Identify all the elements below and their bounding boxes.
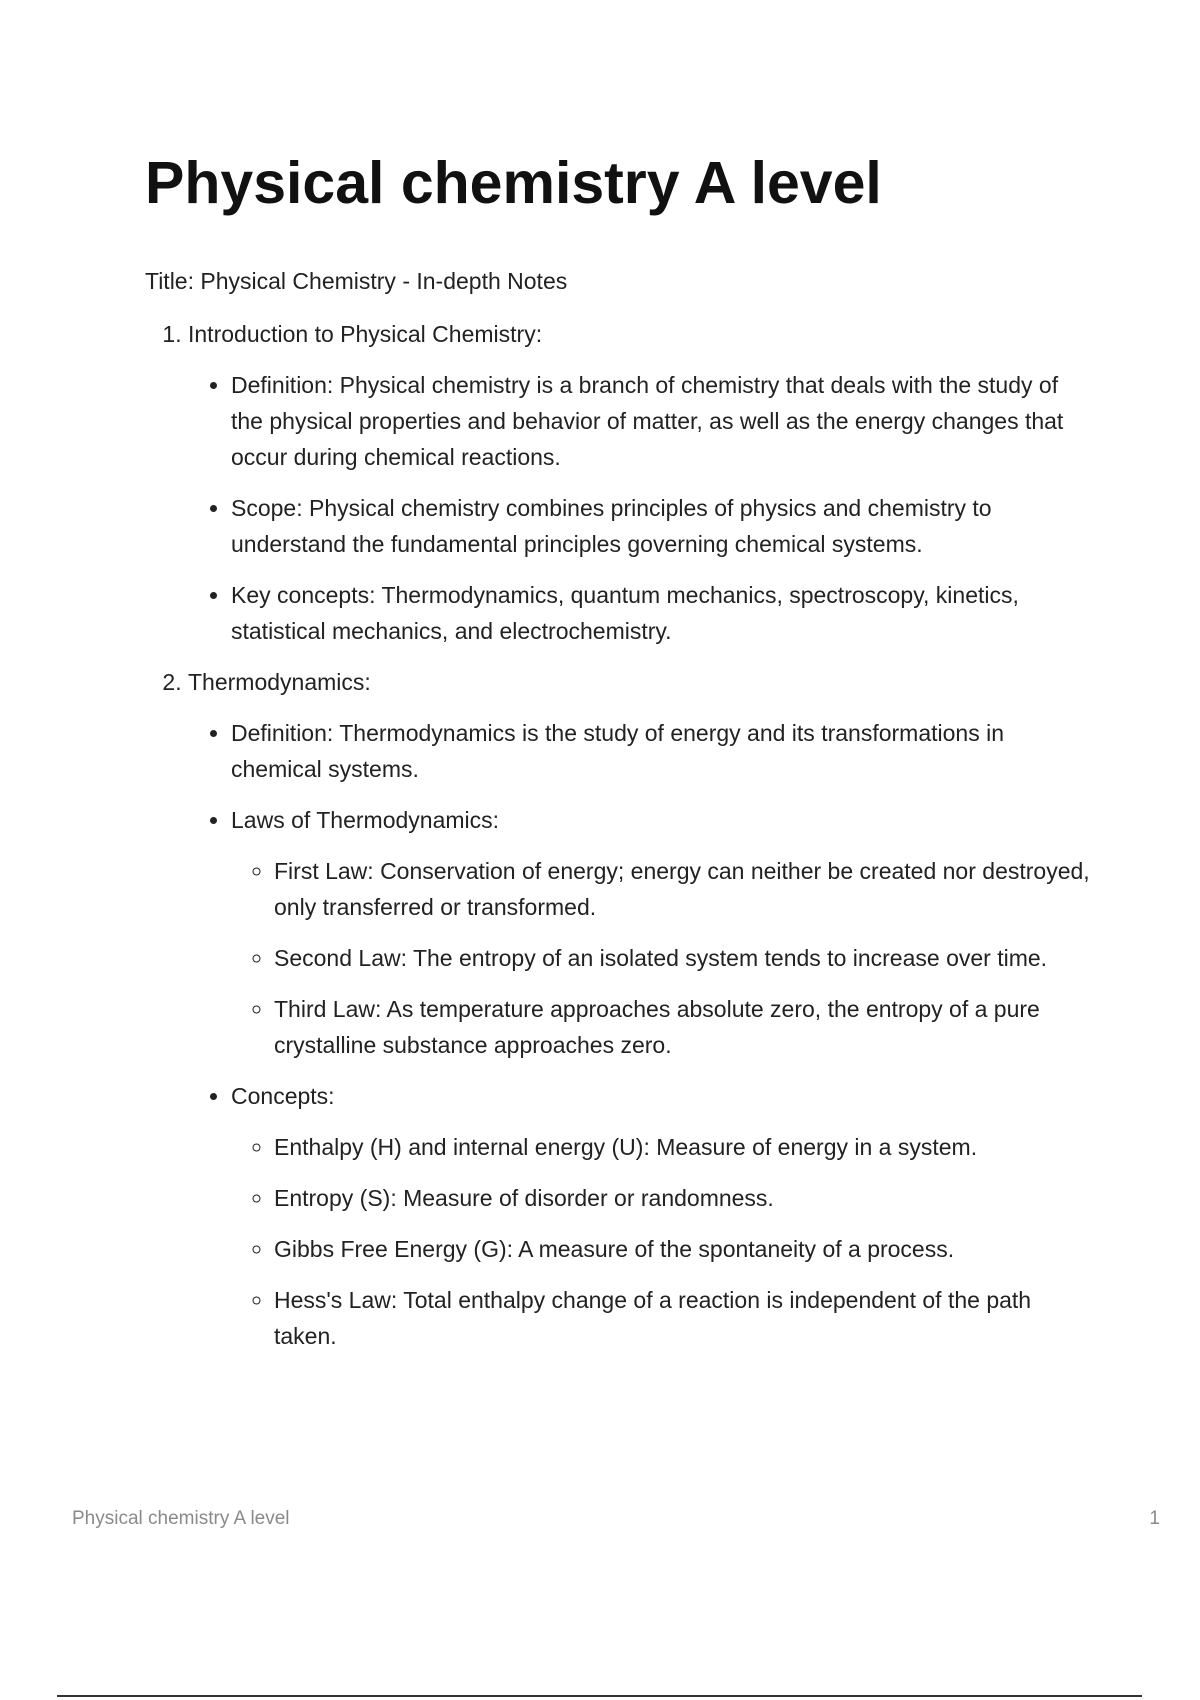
laws-label: Laws of Thermodynamics: <box>231 807 500 833</box>
page-title: Physical chemistry A level <box>145 150 882 216</box>
section-thermodynamics <box>188 664 1095 1354</box>
list-item: ◦ First Law: Conservation of energy; energy can neither be created nor destroyed, only transferred or transformed. <box>274 853 1095 925</box>
concepts-list <box>231 1129 1095 1354</box>
list-item: • Definition: Physical chemistry is a branch of chemistry that deals with the study of the physical properties and behavior of matter, as well as the energy changes that occur during chemical reactions. <box>231 367 1095 475</box>
list-item: ◦ Hess's Law: Total enthalpy change of a reaction is independent of the path taken. <box>274 1282 1095 1354</box>
list-item-laws <box>231 802 1095 1063</box>
section-introduction <box>188 316 1095 649</box>
bullet-list <box>188 367 1095 649</box>
laws-list <box>231 853 1095 1063</box>
list-item: ◦ Entropy (S): Measure of disorder or randomness. <box>274 1180 1095 1216</box>
page-number: 1 <box>1149 1508 1160 1529</box>
document-subtitle: Title: Physical Chemistry - In-depth Notes <box>145 268 568 294</box>
page-divider <box>57 1695 1142 1697</box>
bullet-list <box>188 715 1095 1354</box>
concepts-label: Concepts: <box>231 1083 335 1109</box>
section-list <box>145 316 1095 1354</box>
list-item: ◦ Second Law: The entropy of an isolated system tends to increase over time. <box>274 940 1095 976</box>
list-item: • Definition: Thermodynamics is the study of energy and its transformations in chemical systems. <box>231 715 1095 787</box>
list-item: ◦ Enthalpy (H) and internal energy (U): Measure of energy in a system. <box>274 1129 1095 1165</box>
list-item: ◦ Third Law: As temperature approaches absolute zero, the entropy of a pure crystalline substance approaches zero. <box>274 991 1095 1063</box>
document-body <box>145 316 1095 1369</box>
list-item: • Scope: Physical chemistry combines principles of physics and chemistry to understand the fundamental principles governing chemical systems. <box>231 490 1095 562</box>
footer-title: Physical chemistry A level <box>72 1508 290 1529</box>
section-heading: Thermodynamics: <box>188 669 371 695</box>
section-heading: Introduction to Physical Chemistry: <box>188 321 543 347</box>
list-item-concepts <box>231 1078 1095 1354</box>
list-item: • Key concepts: Thermodynamics, quantum mechanics, spectroscopy, kinetics, statistical mechanics, and electrochemistry. <box>231 577 1095 649</box>
list-item: ◦ Gibbs Free Energy (G): A measure of the spontaneity of a process. <box>274 1231 1095 1267</box>
